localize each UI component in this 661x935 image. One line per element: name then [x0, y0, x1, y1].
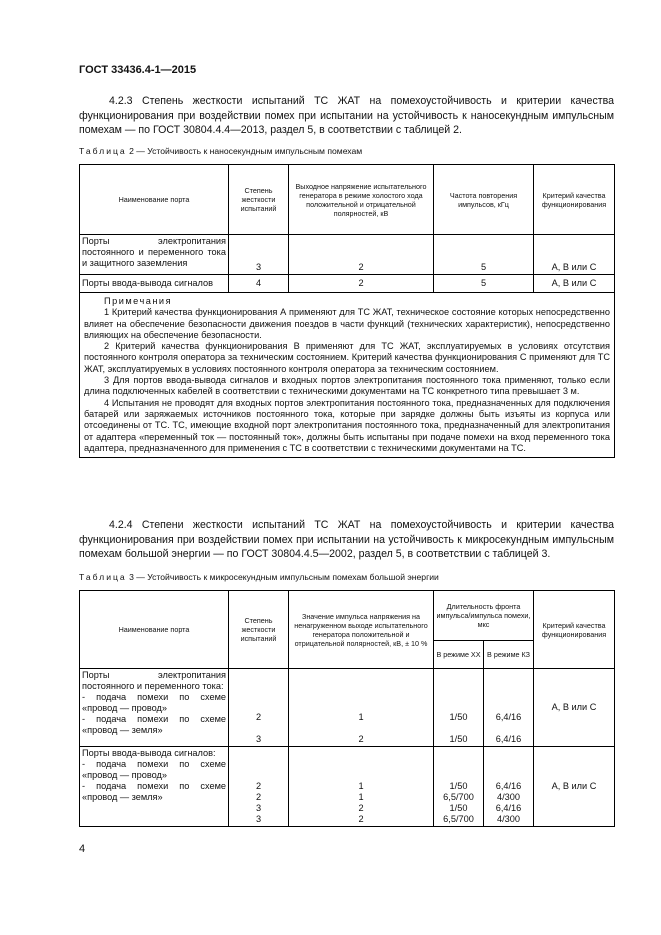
table2-cell-port: Порты электропитания постоянного и переменного тока и защитного заземления	[80, 235, 229, 275]
table3	[79, 590, 615, 827]
table3-caption-word: Таблица	[79, 572, 127, 582]
table3-header-mode-kz: В режиме КЗ	[484, 641, 534, 669]
table3-cell-level: 2 3	[229, 669, 289, 747]
table3-cell-xx: 1/50 6,5/700 1/50 6,5/700	[434, 747, 484, 827]
note-4: 4 Испытания не проводят для входных портов электропитания постоянного тока, предназначенных для подключения батарей или заряжаемых источников постоянного тока, которые при зарядке должны быть изъяты из корпуса или отсоединены от ТС. ТС, имеющие входной порт электропитания постоянного тока, предназначенный для электропитания от адаптера «переменный ток — постоянный ток», должны быть испытаны при подаче помехи на вход переменного тока адаптера, предназначенного для применения с ТС в соответствии с техническими документами на ТС.	[84, 397, 610, 453]
note-1: 1 Критерий качества функционирования А применяют для ТС ЖАТ, техническое состояние которых непосредственно влияет на обеспечение безопасности движения поездов в части функций (технических характеристик), непосредственно влияющих на обеспечение безопасности.	[84, 307, 610, 340]
table2-caption-word: Таблица	[79, 146, 127, 156]
document-header: ГОСТ 33436.4-1—2015	[79, 64, 197, 76]
table3-header-criterion: Критерий качества функционирования	[534, 591, 615, 669]
note-3: 3 Для портов ввода-вывода сигналов и входных портов электропитания постоянного тока применяют, только если длина подключенных кабелей в соответствии с техническими документами на ТС конкретного типа превышает 3 м.	[84, 375, 610, 397]
notes-title: Примечания	[104, 296, 173, 306]
table3-cell-port: Порты ввода-вывода сигналов: - подача помехи по схеме «провод — провод» - подача помехи по схеме «провод — земля»	[80, 747, 229, 827]
table3-cell-criterion: А, В или С	[534, 669, 615, 747]
table3-cell-criterion: А, В или С	[534, 747, 615, 827]
note-2: 2 Критерий качества функционирования В применяют для ТС ЖАТ, эксплуатируемых в условиях отсутствия постоянного контроля оператора за техническим состоянием. Критерий качества функционирования С применяют для ТС ЖАТ, эксплуатируемых в условиях постоянного контроля оператора за техническим состоянием.	[84, 341, 610, 374]
table3-header-mode-xx: В режиме ХХ	[434, 641, 484, 669]
table2-header-freq: Частота повторения импульсов, кГц	[434, 165, 534, 235]
table2-caption	[79, 146, 362, 156]
table2-notes	[80, 293, 615, 458]
table-row	[80, 669, 615, 747]
table3-cell-voltage: 1 1 2 2	[289, 747, 434, 827]
table2	[79, 164, 615, 458]
table3-cell-port: Порты электропитания постоянного и переменного тока: - подача помехи по схеме «провод — провод» - подача помехи по схеме «провод — земля»	[80, 669, 229, 747]
table-row	[80, 275, 615, 293]
table3-cell-kz: 6,4/16 6,4/16	[484, 669, 534, 747]
table2-cell-voltage: 2	[289, 275, 434, 293]
table2-cell-port: Порты ввода-вывода сигналов	[80, 275, 229, 293]
table2-cell-level: 3	[229, 235, 289, 275]
table2-cell-freq: 5	[434, 275, 534, 293]
table2-header-criterion: Критерий качества функционирования	[534, 165, 615, 235]
table2-header-voltage: Выходное напряжение испытательного генератора в режиме холостого хода положительной и отрицательной полярностей, кВ	[289, 165, 434, 235]
table3-header-voltage: Значение импульса напряжения на ненагруженном выходе испытательного генератора положительной и отрицательной полярностей, кВ, ± 10 %	[289, 591, 434, 669]
table2-cell-criterion: А, В или С	[534, 235, 615, 275]
table-row	[80, 235, 615, 275]
table3-caption	[79, 572, 439, 582]
table3-cell-xx: 1/50 1/50	[434, 669, 484, 747]
table3-caption-text: 3 — Устойчивость к микросекундным импульсным помехам большой энергии	[129, 572, 439, 582]
table2-cell-freq: 5	[434, 235, 534, 275]
table3-header-level: Степень жесткости испытаний	[229, 591, 289, 669]
table2-header-port: Наименование порта	[80, 165, 229, 235]
table2-cell-criterion: А, В или С	[534, 275, 615, 293]
table2-cell-level: 4	[229, 275, 289, 293]
table3-header-port: Наименование порта	[80, 591, 229, 669]
table2-cell-voltage: 2	[289, 235, 434, 275]
table3-cell-voltage: 1 2	[289, 669, 434, 747]
section-4-2-4	[79, 518, 614, 562]
section-4-2-3-text: 4.2.3 Степень жесткости испытаний ТС ЖАТ на помехоустойчивость и критерии качества функционирования при воздействии помех при испытании на устойчивость к наносекундным импульсным помехам — по ГОСТ 30804.4.4—2013, раздел 5, в соответствии с таблицей 2.	[79, 95, 614, 136]
table3-cell-level: 2 2 3 3	[229, 747, 289, 827]
page-number: 4	[79, 843, 86, 855]
table-row	[80, 747, 615, 827]
section-4-2-4-text: 4.2.4 Степени жесткости испытаний ТС ЖАТ на помехоустойчивость и критерии качества функционирования при воздействии помех при испытании на устойчивость к микросекундным импульсным помехам большой энергии — по ГОСТ 30804.4.5—2002, раздел 5, в соответствии с таблицей 3.	[79, 519, 614, 560]
table3-cell-kz: 6,4/16 4/300 6,4/16 4/300	[484, 747, 534, 827]
table3-header-duration: Длительность фронта импульса/импульса помехи, мкс	[434, 591, 534, 641]
table2-header-level: Степень жесткости испытаний	[229, 165, 289, 235]
section-4-2-3	[79, 94, 614, 138]
table2-caption-text: 2 — Устойчивость к наносекундным импульсным помехам	[129, 146, 363, 156]
